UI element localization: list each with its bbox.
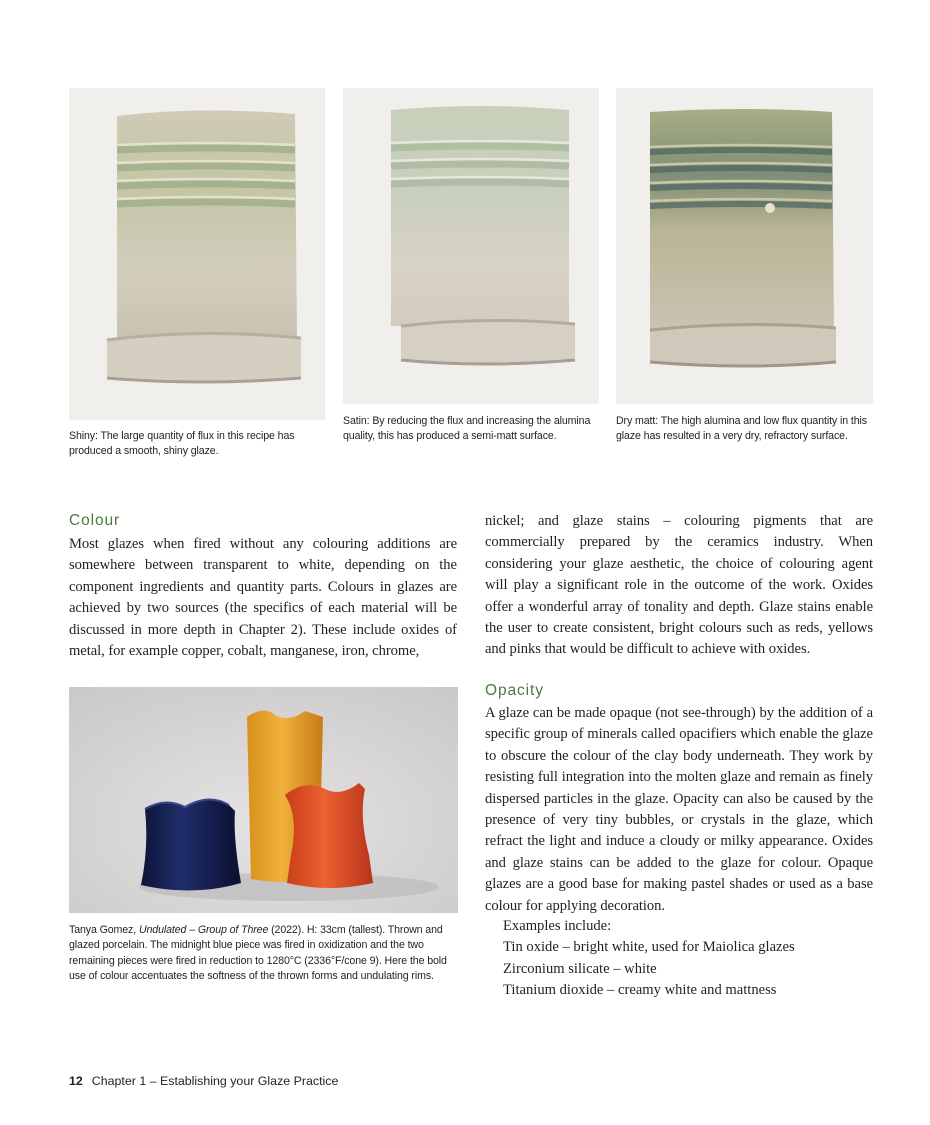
colour-paragraph-continued: nickel; and glaze stains – colouring pigments that are commercially prepared by the ceramics industry. When considering your glaze aesthetic, the choice of colouring agent will play a significant role in the outcome of the work. Oxides offer a wonderful array of tonality and depth. Glaze stains enable the user to create consistent, bright colours such as reds, yellows and pinks that would be difficult to achieve with oxides. (485, 513, 873, 658)
opacity-examples-list (503, 916, 873, 1002)
list-item: Titanium dioxide – creamy white and mattness (503, 982, 777, 999)
vessels-caption-artist: Tanya Gomez, (69, 924, 139, 936)
satin-glaze-photo (343, 88, 599, 404)
opacity-paragraph: A glaze can be made opaque (not see-through) by the addition of a specific group of minerals called opacifiers which enable the glaze to obscure the colour of the clay body underneath. They work by resisting full integration into the molten glaze and remain as finely dispersed particles in the glaze. Opacity can also be caused by the presence of very tiny bubbles, or crystals in the glaze, which refract the light and induce a cloudy or milky appearance. Oxides and glaze stains can be added to the glaze for colour. Opaque glazes are a good base for making pastel shades or used as a base colour for applying decoration. (485, 705, 873, 914)
satin-caption: Satin: By reducing the flux and increasing the alumina quality, this has produced a semi-matt surface. (343, 415, 591, 443)
list-item: Zirconium silicate – white (503, 960, 657, 977)
chapter-title: Chapter 1 – Establishing your Glaze Practice (91, 1074, 339, 1088)
vessels-caption-title: Undulated – Group of Three (138, 924, 269, 936)
colour-heading: Colour (69, 512, 121, 529)
list-item: Tin oxide – bright white, used for Maiolica glazes (503, 939, 795, 956)
list-item: Examples include: (503, 918, 612, 934)
shiny-caption: Shiny: The large quantity of flux in this recipe has produced a smooth, shiny glaze. (69, 430, 295, 458)
opacity-heading: Opacity (485, 682, 544, 699)
dry-matt-glaze-photo (616, 88, 873, 404)
page-number: 12 (69, 1074, 83, 1088)
vessels-caption-details: (2022). H: 33cm (tallest). Thrown and glazed porcelain. The midnight blue piece was fired in oxidization and the two remaining pieces were fired in reduction to 1280°C (2336°F/cone 9). Here the bold use of colour accentuates the softness of the thrown forms and undulating rims. (69, 924, 447, 983)
colour-paragraph: Most glazes when fired without any colouring additions are somewhere between transparent to white, depending on the component ingredients and quantity parts. Colours in glazes are achieved by two sources (the specifics of each material will be discussed in more depth in Chapter 2). These include oxides of metal, for example copper, cobalt, manganese, iron, chrome, (69, 536, 457, 660)
dry-matt-caption: Dry matt: The high alumina and low flux quantity in this glaze has resulted in a very dry, refractory surface. (616, 415, 867, 443)
vessels-photo (69, 687, 458, 913)
shiny-glaze-photo (69, 88, 325, 420)
vessels-caption (69, 923, 459, 985)
page-footer (69, 1074, 338, 1088)
